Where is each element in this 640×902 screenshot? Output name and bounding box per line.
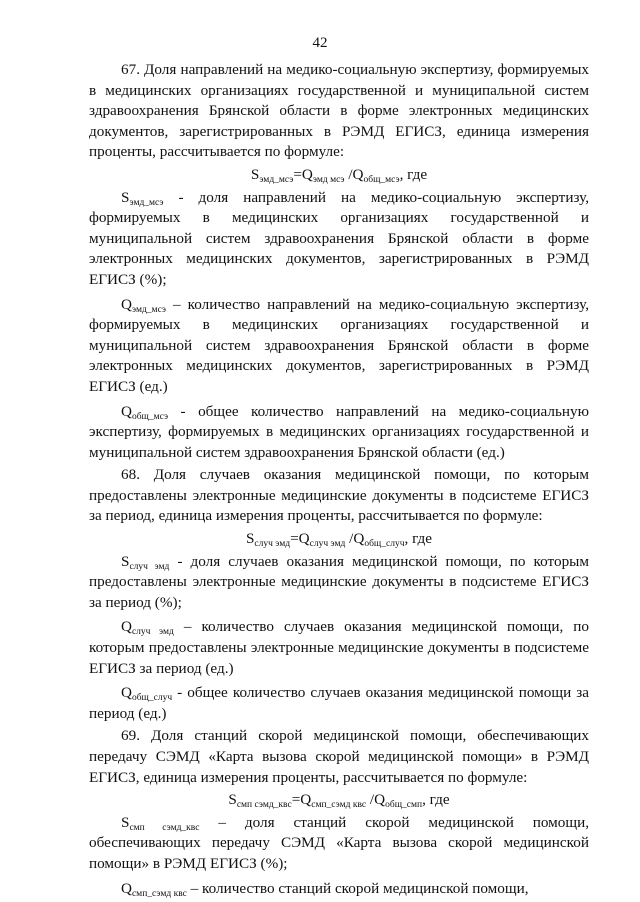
item-69-def-s: $S_{смп сэмд\_квс}$ – доля станций скорой медицинской помощи, обеспечивающих передачу СЭМД «Карта вызова скорой медицинской помощи» в РЭМД ЕГИСЗ (%); — [89, 813, 589, 872]
item-67-def-s: $S_{эмд\_мсэ}$ - доля направлений на медико-социальную экспертизу, формируемых в медицинских организациях государственной и муниципальной систем здравоохранения Брянской области в форме электронных медицинских документов, зарегистрированных в РЭМД ЕГИСЗ (%); — [89, 188, 589, 288]
item-67-formula: $S_{эмд\_мсэ}=Q_{эмд мсэ}$ $/Q_{общ\_мсэ}$, где — [250, 165, 428, 185]
item-68-heading: 68. Доля случаев оказания медицинской помощи, по которым предоставлены электронные медицинские документы в подсистеме ЕГИСЗ за период, единица измерения проценты, рассчитывается по формуле: — [89, 466, 589, 525]
item-68-formula: $S_{случ эмд}=Q_{случ эмд}$ $/Q_{общ\_случ}$, где — [245, 530, 433, 550]
item-68-def-s: $S_{случ эмд}$ - доля случаев оказания медицинской помощи, по которым предоставлены электронные медицинские документы в подсистеме ЕГИСЗ за период (%); — [89, 552, 589, 611]
page-number: 42 — [312, 35, 328, 51]
item-69-formula: $S_{смп сэмд\_квс}=Q_{смп\_сэмд квс}$ $/Q_{общ\_смп}$, где — [228, 791, 450, 811]
item-68-def-q: $Q_{случ эмд}$ – количество случаев оказания медицинской помощи, по которым предоставлены электронные медицинские документы в подсистеме ЕГИСЗ за период (ед.) — [89, 618, 590, 677]
item-67-def-qtotal: $Q_{общ\_мсэ}$ - общее количество направлений на медико-социальную экспертизу, формируемых в медицинских организациях государственной и муниципальной систем здравоохранения Брянской области (ед.) — [89, 402, 589, 461]
item-69-def-q: $Q_{смп\_сэмд квс}$ – количество станций скорой медицинской помощи, — [121, 879, 529, 899]
item-67-def-q: $Q_{эмд\_мсэ}$ – количество направлений на медико-социальную экспертизу, формируемых в медицинских организациях государственной и муниципальной систем здравоохранения Брянской области в форме электронных медицинских документов, зарегистрированных в РЭМД ЕГИСЗ (ед.) — [89, 295, 589, 395]
document-body — [89, 60, 589, 901]
item-67-heading: 67. Доля направлений на медико-социальную экспертизу, формируемых в медицинских организациях государственной и муниципальной систем здравоохранения Брянской области в форме электронных медицинских документов, зарегистрированных в РЭМД ЕГИСЗ, единица измерения проценты, рассчитывается по формуле: — [89, 61, 589, 161]
item-68-def-qtotal: $Q_{общ\_случ}$ - общее количество случаев оказания медицинской помощи за период (ед.) — [89, 684, 589, 722]
item-69-heading: 69. Доля станций скорой медицинской помощи, обеспечивающих передачу СЭМД «Карта вызова скорой медицинской помощи» в РЭМД ЕГИСЗ, единица измерения проценты, рассчитывается по формуле: — [89, 727, 589, 786]
